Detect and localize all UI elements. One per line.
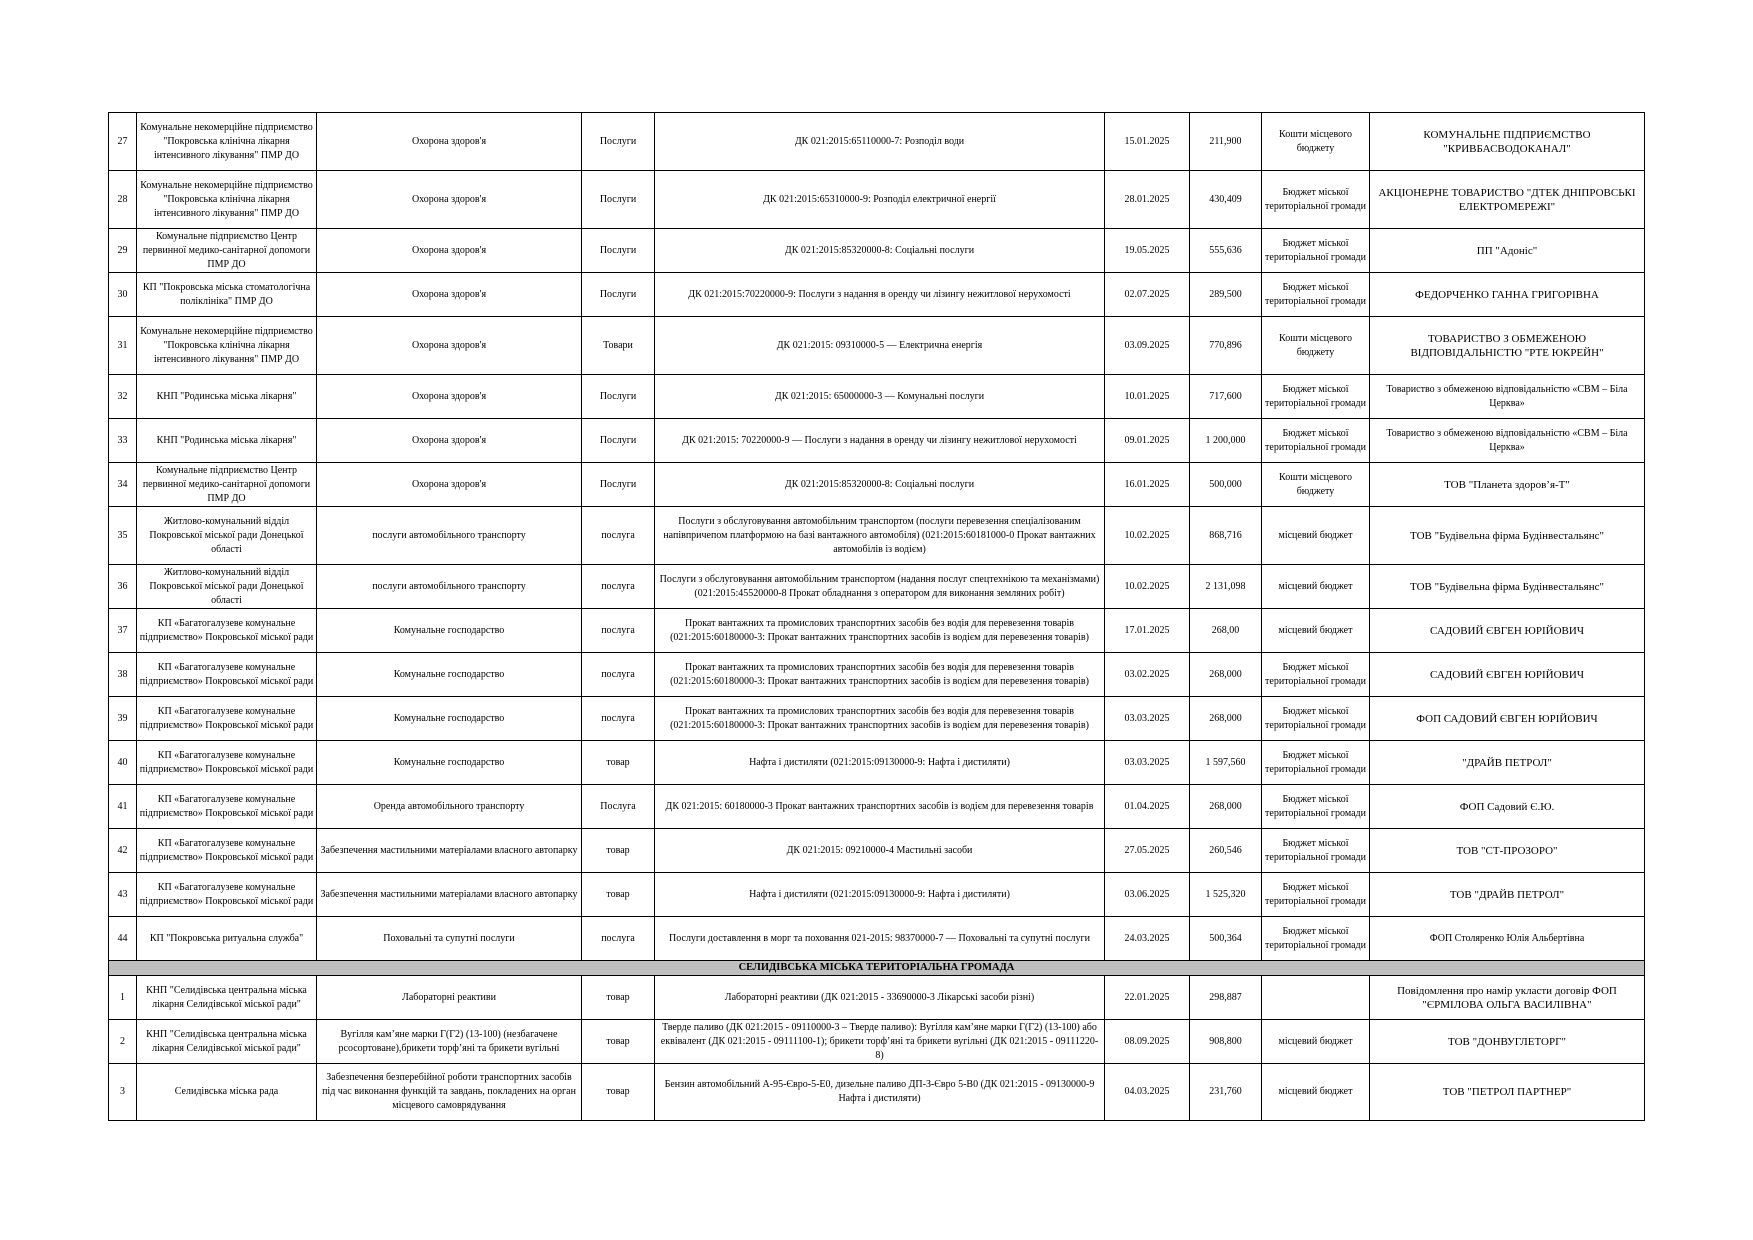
customer-org: КНП "Родинська міська лікарня" bbox=[137, 419, 317, 463]
customer-org: КП «Багатогалузеве комунальне підприємство» Покровської міської ради bbox=[137, 697, 317, 741]
row-number: 31 bbox=[109, 317, 137, 375]
customer-org: КП "Покровська міська стоматологічна поліклініка" ПМР ДО bbox=[137, 273, 317, 317]
cpv-code: ДК 021:2015: 65000000-3 — Комунальні послуги bbox=[655, 375, 1105, 419]
table-row bbox=[109, 317, 1645, 375]
sector: Лабораторні реактиви bbox=[317, 976, 582, 1020]
supplier: КОМУНАЛЬНЕ ПІДПРИЄМСТВО "КРИВБАСВОДОКАНАЛ" bbox=[1370, 113, 1645, 171]
sector: Поховальні та супутні послуги bbox=[317, 917, 582, 961]
section-title: СЕЛИДІВСЬКА МІСЬКА ТЕРИТОРІАЛЬНА ГРОМАДА bbox=[109, 961, 1645, 976]
cpv-code: Прокат вантажних та промислових транспортних засобів без водія для перевезення товарів (021:2015:60180000-3: Прокат вантажних транспортних засобів із водієм для перевезення товарів) bbox=[655, 697, 1105, 741]
row-number: 34 bbox=[109, 463, 137, 507]
customer-org: Житлово-комунальний відділ Покровської міської ради Донецької області bbox=[137, 565, 317, 609]
row-number: 1 bbox=[109, 976, 137, 1020]
contract-amount: 289,500 bbox=[1190, 273, 1262, 317]
funding-source: Бюджет міської територіальної громади bbox=[1262, 829, 1370, 873]
contract-date: 01.04.2025 bbox=[1105, 785, 1190, 829]
contract-date: 28.01.2025 bbox=[1105, 171, 1190, 229]
supplier: Товариство з обмеженою відповідальністю «СВМ – Біла Церква» bbox=[1370, 375, 1645, 419]
procurement-type: товар bbox=[582, 873, 655, 917]
cpv-code: Послуги з обслуговування автомобільним транспортом (надання послуг спецтехнікою та механізмами) (021:2015:45520000-8 Прокат обладнання з оператором для виконання земляних робіт) bbox=[655, 565, 1105, 609]
contract-date: 02.07.2025 bbox=[1105, 273, 1190, 317]
supplier: САДОВИЙ ЄВГЕН ЮРІЙОВИЧ bbox=[1370, 653, 1645, 697]
sector: Комунальне господарство bbox=[317, 609, 582, 653]
supplier: ТОВ "ДРАЙВ ПЕТРОЛ" bbox=[1370, 873, 1645, 917]
row-number: 37 bbox=[109, 609, 137, 653]
funding-source: Бюджет міської територіальної громади bbox=[1262, 917, 1370, 961]
customer-org: Комунальне некомерційне підприємство "Покровська клінічна лікарня інтенсивного лікування" ПМР ДО bbox=[137, 317, 317, 375]
cpv-code: ДК 021:2015: 60180000-3 Прокат вантажних транспортних засобів із водієм для перевезення товарів bbox=[655, 785, 1105, 829]
table-row bbox=[109, 375, 1645, 419]
row-number: 44 bbox=[109, 917, 137, 961]
procurement-type: товар bbox=[582, 829, 655, 873]
table-row bbox=[109, 113, 1645, 171]
customer-org: КНП "Селидівська центральна міська лікарня Селидівської міської ради" bbox=[137, 976, 317, 1020]
row-number: 30 bbox=[109, 273, 137, 317]
supplier: ФОП Столяренко Юлія Альбертівна bbox=[1370, 917, 1645, 961]
sector: Охорона здоров'я bbox=[317, 229, 582, 273]
supplier: Повідомлення про намір укласти договір ФОП "ЄРМІЛОВА ОЛЬГА ВАСИЛІВНА" bbox=[1370, 976, 1645, 1020]
funding-source: Кошти місцевого бюджету bbox=[1262, 463, 1370, 507]
funding-source: Бюджет міської територіальної громади bbox=[1262, 873, 1370, 917]
contract-amount: 231,760 bbox=[1190, 1064, 1262, 1121]
funding-source: місцевий бюджет bbox=[1262, 507, 1370, 565]
procurement-type: Послуги bbox=[582, 419, 655, 463]
row-number: 3 bbox=[109, 1064, 137, 1121]
supplier: ТОВ "Планета здоров’я-Т" bbox=[1370, 463, 1645, 507]
funding-source: Бюджет міської територіальної громади bbox=[1262, 171, 1370, 229]
funding-source: місцевий бюджет bbox=[1262, 1064, 1370, 1121]
customer-org: КНП "Селидівська центральна міська лікарня Селидівської міської ради" bbox=[137, 1020, 317, 1064]
contract-date: 15.01.2025 bbox=[1105, 113, 1190, 171]
contract-date: 27.05.2025 bbox=[1105, 829, 1190, 873]
procurement-type: послуга bbox=[582, 917, 655, 961]
funding-source: Бюджет міської територіальної громади bbox=[1262, 229, 1370, 273]
sector: Охорона здоров'я bbox=[317, 113, 582, 171]
table-row bbox=[109, 609, 1645, 653]
funding-source: Кошти місцевого бюджету bbox=[1262, 317, 1370, 375]
contract-date: 03.06.2025 bbox=[1105, 873, 1190, 917]
cpv-code: ДК 021:2015:65110000-7: Розподіл води bbox=[655, 113, 1105, 171]
sector: Охорона здоров'я bbox=[317, 463, 582, 507]
table-row bbox=[109, 917, 1645, 961]
funding-source: місцевий бюджет bbox=[1262, 1020, 1370, 1064]
contract-date: 03.09.2025 bbox=[1105, 317, 1190, 375]
customer-org: Комунальне підприємство Центр первинної медико-санітарної допомоги ПМР ДО bbox=[137, 463, 317, 507]
procurement-type: товар bbox=[582, 741, 655, 785]
row-number: 43 bbox=[109, 873, 137, 917]
contract-date: 22.01.2025 bbox=[1105, 976, 1190, 1020]
sector: Забезпечення мастильними матеріалами власного автопарку bbox=[317, 829, 582, 873]
row-number: 39 bbox=[109, 697, 137, 741]
funding-source bbox=[1262, 976, 1370, 1020]
customer-org: КНП "Родинська міська лікарня" bbox=[137, 375, 317, 419]
funding-source: Бюджет міської територіальної громади bbox=[1262, 273, 1370, 317]
cpv-code: Лабораторні реактиви (ДК 021:2015 - 33690000-3 Лікарські засоби різні) bbox=[655, 976, 1105, 1020]
customer-org: Комунальне некомерційне підприємство "Покровська клінічна лікарня інтенсивного лікування" ПМР ДО bbox=[137, 171, 317, 229]
supplier: "ДРАЙВ ПЕТРОЛ" bbox=[1370, 741, 1645, 785]
row-number: 29 bbox=[109, 229, 137, 273]
funding-source: місцевий бюджет bbox=[1262, 609, 1370, 653]
table-row bbox=[109, 229, 1645, 273]
supplier: ПП "Адоніс" bbox=[1370, 229, 1645, 273]
customer-org: КП «Багатогалузеве комунальне підприємство» Покровської міської ради bbox=[137, 609, 317, 653]
cpv-code: Бензин автомобільний А-95-Євро-5-Е0, дизельне паливо ДП-З-Євро 5-В0 (ДК 021:2015 - 09130000-9 Нафта і дистиляти) bbox=[655, 1064, 1105, 1121]
procurement-type: послуга bbox=[582, 653, 655, 697]
section-header-row bbox=[109, 961, 1645, 976]
contract-amount: 298,887 bbox=[1190, 976, 1262, 1020]
contract-amount: 268,00 bbox=[1190, 609, 1262, 653]
contract-amount: 2 131,098 bbox=[1190, 565, 1262, 609]
contract-amount: 268,000 bbox=[1190, 653, 1262, 697]
row-number: 33 bbox=[109, 419, 137, 463]
cpv-code: ДК 021:2015:85320000-8: Соціальні послуги bbox=[655, 229, 1105, 273]
contract-amount: 500,000 bbox=[1190, 463, 1262, 507]
table-row bbox=[109, 463, 1645, 507]
row-number: 28 bbox=[109, 171, 137, 229]
customer-org: Комунальне некомерційне підприємство "Покровська клінічна лікарня інтенсивного лікування" ПМР ДО bbox=[137, 113, 317, 171]
customer-org: Житлово-комунальний відділ Покровської міської ради Донецької області bbox=[137, 507, 317, 565]
procurement-type: послуга bbox=[582, 507, 655, 565]
contract-date: 03.02.2025 bbox=[1105, 653, 1190, 697]
sector: Комунальне господарство bbox=[317, 697, 582, 741]
funding-source: Бюджет міської територіальної громади bbox=[1262, 419, 1370, 463]
contract-amount: 268,000 bbox=[1190, 785, 1262, 829]
customer-org: Комунальне підприємство Центр первинної медико-санітарної допомоги ПМР ДО bbox=[137, 229, 317, 273]
sector: Охорона здоров'я bbox=[317, 419, 582, 463]
table-row bbox=[109, 829, 1645, 873]
table-row bbox=[109, 171, 1645, 229]
contract-date: 19.05.2025 bbox=[1105, 229, 1190, 273]
funding-source: Бюджет міської територіальної громади bbox=[1262, 653, 1370, 697]
contract-amount: 430,409 bbox=[1190, 171, 1262, 229]
contract-amount: 717,600 bbox=[1190, 375, 1262, 419]
cpv-code: ДК 021:2015: 70220000-9 — Послуги з надання в оренду чи лізингу нежитлової нерухомості bbox=[655, 419, 1105, 463]
funding-source: Бюджет міської територіальної громади bbox=[1262, 785, 1370, 829]
funding-source: Кошти місцевого бюджету bbox=[1262, 113, 1370, 171]
contract-amount: 868,716 bbox=[1190, 507, 1262, 565]
table-row bbox=[109, 873, 1645, 917]
contract-amount: 770,896 bbox=[1190, 317, 1262, 375]
table-row bbox=[109, 1020, 1645, 1064]
supplier: ТОВ "ПЕТРОЛ ПАРТНЕР" bbox=[1370, 1064, 1645, 1121]
funding-source: місцевий бюджет bbox=[1262, 565, 1370, 609]
table-row bbox=[109, 697, 1645, 741]
supplier: ФОП САДОВИЙ ЄВГЕН ЮРІЙОВИЧ bbox=[1370, 697, 1645, 741]
row-number: 27 bbox=[109, 113, 137, 171]
procurement-type: Товари bbox=[582, 317, 655, 375]
contract-amount: 908,800 bbox=[1190, 1020, 1262, 1064]
procurement-type: Послуга bbox=[582, 785, 655, 829]
supplier: АКЦІОНЕРНЕ ТОВАРИСТВО "ДТЕК ДНІПРОВСЬКІ ЕЛЕКТРОМЕРЕЖІ" bbox=[1370, 171, 1645, 229]
procurement-type: послуга bbox=[582, 565, 655, 609]
cpv-code: Прокат вантажних та промислових транспортних засобів без водія для перевезення товарів (021:2015:60180000-3: Прокат вантажних транспортних засобів із водієм для перевезення товарів) bbox=[655, 653, 1105, 697]
procurement-type: послуга bbox=[582, 697, 655, 741]
sector: Оренда автомобільного транспорту bbox=[317, 785, 582, 829]
contract-date: 09.01.2025 bbox=[1105, 419, 1190, 463]
contract-amount: 211,900 bbox=[1190, 113, 1262, 171]
table-row bbox=[109, 419, 1645, 463]
cpv-code: ДК 021:2015: 09310000-5 — Електрична енергія bbox=[655, 317, 1105, 375]
customer-org: КП «Багатогалузеве комунальне підприємство» Покровської міської ради bbox=[137, 653, 317, 697]
contract-date: 08.09.2025 bbox=[1105, 1020, 1190, 1064]
sector: Забезпечення мастильними матеріалами власного автопарку bbox=[317, 873, 582, 917]
cpv-code: ДК 021:2015:65310000-9: Розподіл електричної енергії bbox=[655, 171, 1105, 229]
supplier: ТОВ "Будівельна фірма Будінвестальянс" bbox=[1370, 565, 1645, 609]
table-row bbox=[109, 1064, 1645, 1121]
contract-amount: 268,000 bbox=[1190, 697, 1262, 741]
procurement-type: товар bbox=[582, 1064, 655, 1121]
contract-date: 10.01.2025 bbox=[1105, 375, 1190, 419]
customer-org: Селидівська міська рада bbox=[137, 1064, 317, 1121]
supplier: ФОП Садовий Є.Ю. bbox=[1370, 785, 1645, 829]
customer-org: КП «Багатогалузеве комунальне підприємство» Покровської міської ради bbox=[137, 829, 317, 873]
customer-org: КП "Покровська ритуальна служба" bbox=[137, 917, 317, 961]
table-row bbox=[109, 565, 1645, 609]
contract-date: 24.03.2025 bbox=[1105, 917, 1190, 961]
table-row bbox=[109, 785, 1645, 829]
procurement-type: послуга bbox=[582, 609, 655, 653]
sector: Охорона здоров'я bbox=[317, 317, 582, 375]
cpv-code: Послуги з обслуговування автомобільним транспортом (послуги перевезення спеціалізованим напівпричепом платформою на базі вантажного автомобіля) (021:2015:60181000-0 Прокат вантажних автомобілів із водієм) bbox=[655, 507, 1105, 565]
table-row bbox=[109, 741, 1645, 785]
cpv-code: ДК 021:2015:85320000-8: Соціальні послуги bbox=[655, 463, 1105, 507]
supplier: САДОВИЙ ЄВГЕН ЮРІЙОВИЧ bbox=[1370, 609, 1645, 653]
supplier: ФЕДОРЧЕНКО ГАННА ГРИГОРІВНА bbox=[1370, 273, 1645, 317]
supplier: ТОВАРИСТВО З ОБМЕЖЕНОЮ ВІДПОВІДАЛЬНІСТЮ "РТЕ ЮКРЕЙН" bbox=[1370, 317, 1645, 375]
row-number: 41 bbox=[109, 785, 137, 829]
sector: Охорона здоров'я bbox=[317, 171, 582, 229]
procurement-type: Послуги bbox=[582, 229, 655, 273]
contract-amount: 1 200,000 bbox=[1190, 419, 1262, 463]
customer-org: КП «Багатогалузеве комунальне підприємство» Покровської міської ради bbox=[137, 873, 317, 917]
row-number: 32 bbox=[109, 375, 137, 419]
sector: послуги автомобільного транспорту bbox=[317, 507, 582, 565]
sector: Забезпечення безперебійної роботи транспортних засобів під час виконання функцій та завдань, покладених на орган місцевого самоврядування bbox=[317, 1064, 582, 1121]
contract-amount: 500,364 bbox=[1190, 917, 1262, 961]
table-row bbox=[109, 273, 1645, 317]
row-number: 35 bbox=[109, 507, 137, 565]
contract-date: 03.03.2025 bbox=[1105, 697, 1190, 741]
customer-org: КП «Багатогалузеве комунальне підприємство» Покровської міської ради bbox=[137, 785, 317, 829]
cpv-code: ДК 021:2015:70220000-9: Послуги з надання в оренду чи лізингу нежитлової нерухомості bbox=[655, 273, 1105, 317]
contract-amount: 555,636 bbox=[1190, 229, 1262, 273]
sector: Вугілля кам’яне марки Г(Г2) (13-100) (незбагачене рсосортоване),брикети торф’яні та брикети вугільні bbox=[317, 1020, 582, 1064]
sector: Комунальне господарство bbox=[317, 741, 582, 785]
cpv-code: Нафта і дистиляти (021:2015:09130000-9: Нафта і дистиляти) bbox=[655, 873, 1105, 917]
cpv-code: ДК 021:2015: 09210000-4 Мастильні засоби bbox=[655, 829, 1105, 873]
procurement-type: товар bbox=[582, 1020, 655, 1064]
procurement-type: Послуги bbox=[582, 375, 655, 419]
procurement-type: товар bbox=[582, 976, 655, 1020]
procurement-table bbox=[108, 112, 1645, 1121]
contract-date: 03.03.2025 bbox=[1105, 741, 1190, 785]
customer-org: КП «Багатогалузеве комунальне підприємство» Покровської міської ради bbox=[137, 741, 317, 785]
supplier: Товариство з обмеженою відповідальністю «СВМ – Біла Церква» bbox=[1370, 419, 1645, 463]
contract-date: 10.02.2025 bbox=[1105, 565, 1190, 609]
table-row bbox=[109, 976, 1645, 1020]
funding-source: Бюджет міської територіальної громади bbox=[1262, 741, 1370, 785]
sector: Охорона здоров'я bbox=[317, 273, 582, 317]
row-number: 36 bbox=[109, 565, 137, 609]
supplier: ТОВ "Будівельна фірма Будінвестальянс" bbox=[1370, 507, 1645, 565]
sector: Комунальне господарство bbox=[317, 653, 582, 697]
procurement-type: Послуги bbox=[582, 463, 655, 507]
row-number: 38 bbox=[109, 653, 137, 697]
contract-date: 16.01.2025 bbox=[1105, 463, 1190, 507]
table-row bbox=[109, 507, 1645, 565]
row-number: 2 bbox=[109, 1020, 137, 1064]
row-number: 42 bbox=[109, 829, 137, 873]
row-number: 40 bbox=[109, 741, 137, 785]
contract-date: 17.01.2025 bbox=[1105, 609, 1190, 653]
procurement-type: Послуги bbox=[582, 171, 655, 229]
contract-date: 04.03.2025 bbox=[1105, 1064, 1190, 1121]
cpv-code: Прокат вантажних та промислових транспортних засобів без водія для перевезення товарів (021:2015:60180000-3: Прокат вантажних транспортних засобів із водієм для перевезення товарів) bbox=[655, 609, 1105, 653]
procurement-type: Послуги bbox=[582, 113, 655, 171]
contract-date: 10.02.2025 bbox=[1105, 507, 1190, 565]
cpv-code: Послуги доставлення в морг та поховання 021-2015: 98370000-7 — Поховальні та супутні послуги bbox=[655, 917, 1105, 961]
procurement-type: Послуги bbox=[582, 273, 655, 317]
contract-amount: 1 597,560 bbox=[1190, 741, 1262, 785]
table-row bbox=[109, 653, 1645, 697]
sector: Охорона здоров'я bbox=[317, 375, 582, 419]
contract-amount: 260,546 bbox=[1190, 829, 1262, 873]
funding-source: Бюджет міської територіальної громади bbox=[1262, 697, 1370, 741]
cpv-code: Тверде паливо (ДК 021:2015 - 09110000-3 – Тверде паливо): Вугілля кам’яне марки Г(Г2) (13-100) або еквівалент (ДК 021:2015 - 09111100-1); брикети торф’яні та брикети вугільні (ДК 021:2015 - 09111220-8) bbox=[655, 1020, 1105, 1064]
supplier: ТОВ "СТ-ПРОЗОРО" bbox=[1370, 829, 1645, 873]
sector: послуги автомобільного транспорту bbox=[317, 565, 582, 609]
supplier: ТОВ "ДОНВУГЛЕТОРГ" bbox=[1370, 1020, 1645, 1064]
cpv-code: Нафта і дистиляти (021:2015:09130000-9: Нафта і дистиляти) bbox=[655, 741, 1105, 785]
procurement-table-sheet bbox=[108, 112, 1644, 1121]
contract-amount: 1 525,320 bbox=[1190, 873, 1262, 917]
funding-source: Бюджет міської територіальної громади bbox=[1262, 375, 1370, 419]
